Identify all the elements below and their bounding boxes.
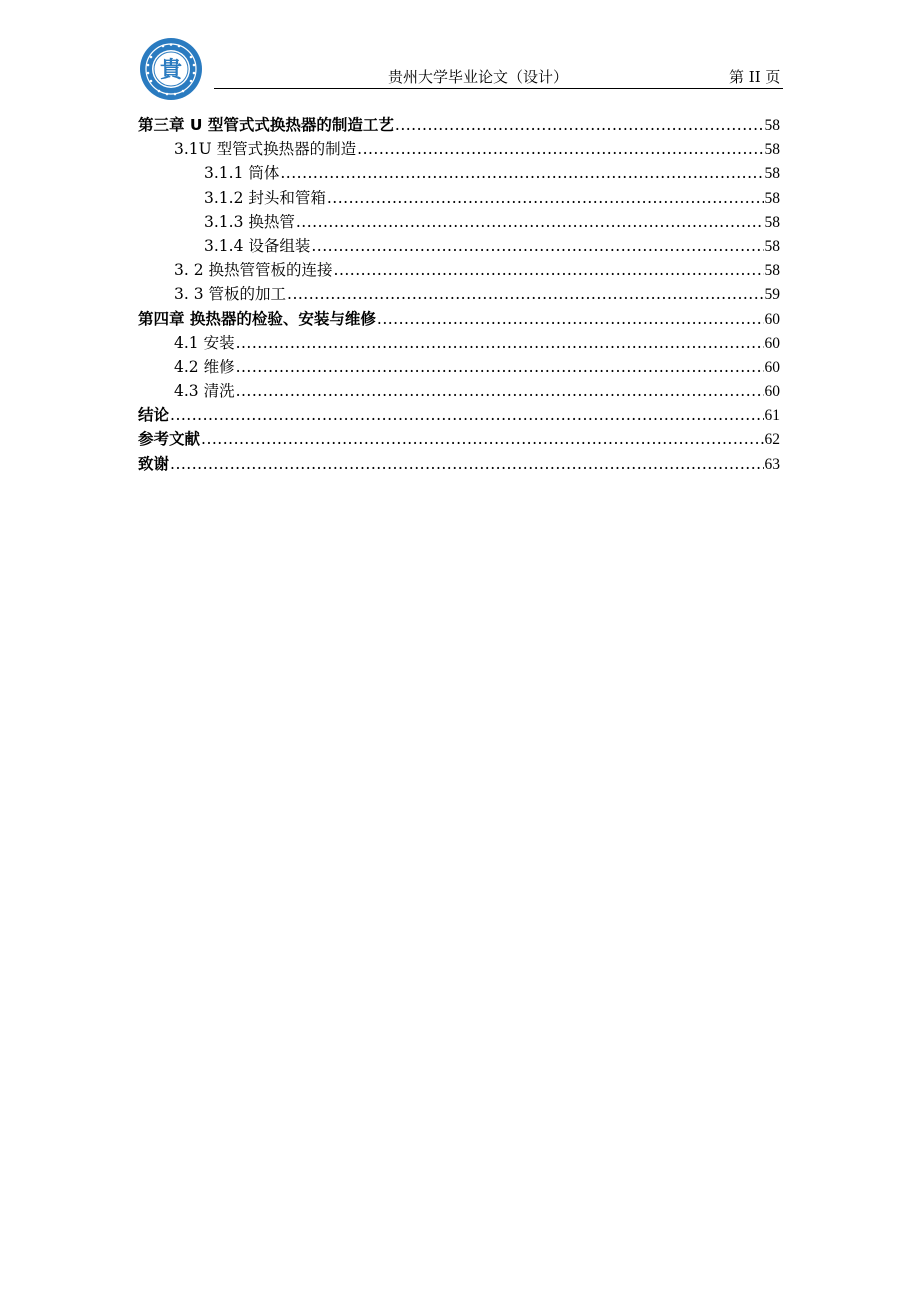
university-seal-icon bbox=[139, 37, 203, 101]
toc-entry[interactable] bbox=[138, 186, 780, 210]
toc-entry[interactable] bbox=[138, 427, 780, 451]
toc-entry-label: 3.1.4 设备组装 bbox=[204, 236, 311, 255]
toc-entry-label: 第四章 换热器的检验、安装与维修 bbox=[138, 309, 376, 328]
seal-character: 貴 bbox=[159, 58, 183, 83]
toc-entry[interactable] bbox=[138, 355, 780, 379]
toc-entry[interactable] bbox=[138, 379, 780, 403]
toc-entry-page: 58 bbox=[764, 189, 780, 207]
toc-entry-label: 第三章 U 型管式式换热器的制造工艺 bbox=[138, 116, 394, 134]
toc-entry-label: 3. 3 管板的加工 bbox=[174, 285, 287, 304]
toc-dot-leader bbox=[201, 430, 763, 448]
toc-entry-page: 59 bbox=[764, 286, 780, 304]
toc-entry-label: 3.1.3 换热管 bbox=[204, 212, 295, 231]
toc-entry-label: 4.2 维修 bbox=[174, 357, 235, 376]
toc-entry-label: 致谢 bbox=[138, 454, 170, 473]
toc-dot-leader bbox=[395, 116, 764, 134]
toc-entry-page: 58 bbox=[764, 262, 780, 280]
toc-dot-leader bbox=[334, 261, 764, 279]
toc-entry-page: 62 bbox=[764, 431, 780, 449]
toc-entry-label: 3.1.2 封头和管箱 bbox=[204, 188, 326, 207]
toc-dot-leader bbox=[377, 310, 764, 328]
toc-dot-leader bbox=[170, 455, 763, 473]
toc-entry-page: 60 bbox=[764, 310, 780, 328]
toc-dot-leader bbox=[311, 237, 763, 255]
toc-entry[interactable] bbox=[138, 403, 780, 427]
toc-dot-leader bbox=[327, 189, 764, 207]
toc-dot-leader bbox=[236, 334, 764, 352]
toc-dot-leader bbox=[170, 406, 763, 424]
toc-dot-leader bbox=[287, 285, 763, 303]
toc-entry[interactable] bbox=[138, 234, 780, 258]
toc-entry-page: 58 bbox=[764, 213, 780, 231]
toc-entry-page: 61 bbox=[764, 407, 780, 425]
toc-dot-leader bbox=[357, 140, 763, 158]
toc-entry[interactable] bbox=[138, 258, 780, 282]
toc-entry-page: 63 bbox=[764, 455, 780, 473]
toc-entry-page: 58 bbox=[764, 165, 780, 183]
toc-entry-page: 60 bbox=[764, 358, 780, 376]
toc-entry-label: 结论 bbox=[138, 406, 170, 425]
toc-dot-leader bbox=[236, 358, 764, 376]
table-of-contents bbox=[138, 113, 780, 476]
toc-entry-page: 58 bbox=[764, 237, 780, 255]
toc-entry[interactable] bbox=[138, 210, 780, 234]
toc-entry-label: 3.1.1 筒体 bbox=[204, 164, 280, 183]
toc-entry[interactable] bbox=[138, 161, 780, 185]
toc-entry-label: 参考文献 bbox=[138, 430, 201, 449]
toc-entry-label: 4.3 清洗 bbox=[174, 382, 235, 401]
toc-entry-label: 3.1U 型管式换热器的制造 bbox=[174, 140, 357, 159]
toc-entry-label: 4.1 安装 bbox=[174, 333, 235, 352]
toc-entry-page: 60 bbox=[764, 334, 780, 352]
toc-entry-label: 3. 2 换热管管板的连接 bbox=[174, 261, 333, 280]
toc-entry[interactable] bbox=[138, 331, 780, 355]
toc-entry[interactable] bbox=[138, 452, 780, 476]
toc-dot-leader bbox=[296, 213, 764, 231]
header-title: 贵州大学毕业论文（设计） bbox=[388, 68, 569, 86]
toc-entry[interactable] bbox=[138, 282, 780, 306]
toc-entry-page: 58 bbox=[764, 141, 780, 159]
toc-entry[interactable] bbox=[138, 137, 780, 161]
toc-entry[interactable] bbox=[138, 113, 780, 137]
toc-dot-leader bbox=[236, 382, 764, 400]
toc-entry-page: 58 bbox=[764, 117, 780, 134]
toc-entry-page: 60 bbox=[764, 383, 780, 401]
header-page-number: 第 II 页 bbox=[729, 68, 781, 86]
toc-dot-leader bbox=[280, 164, 763, 182]
toc-entry[interactable] bbox=[138, 307, 780, 331]
header-rule bbox=[214, 88, 783, 89]
